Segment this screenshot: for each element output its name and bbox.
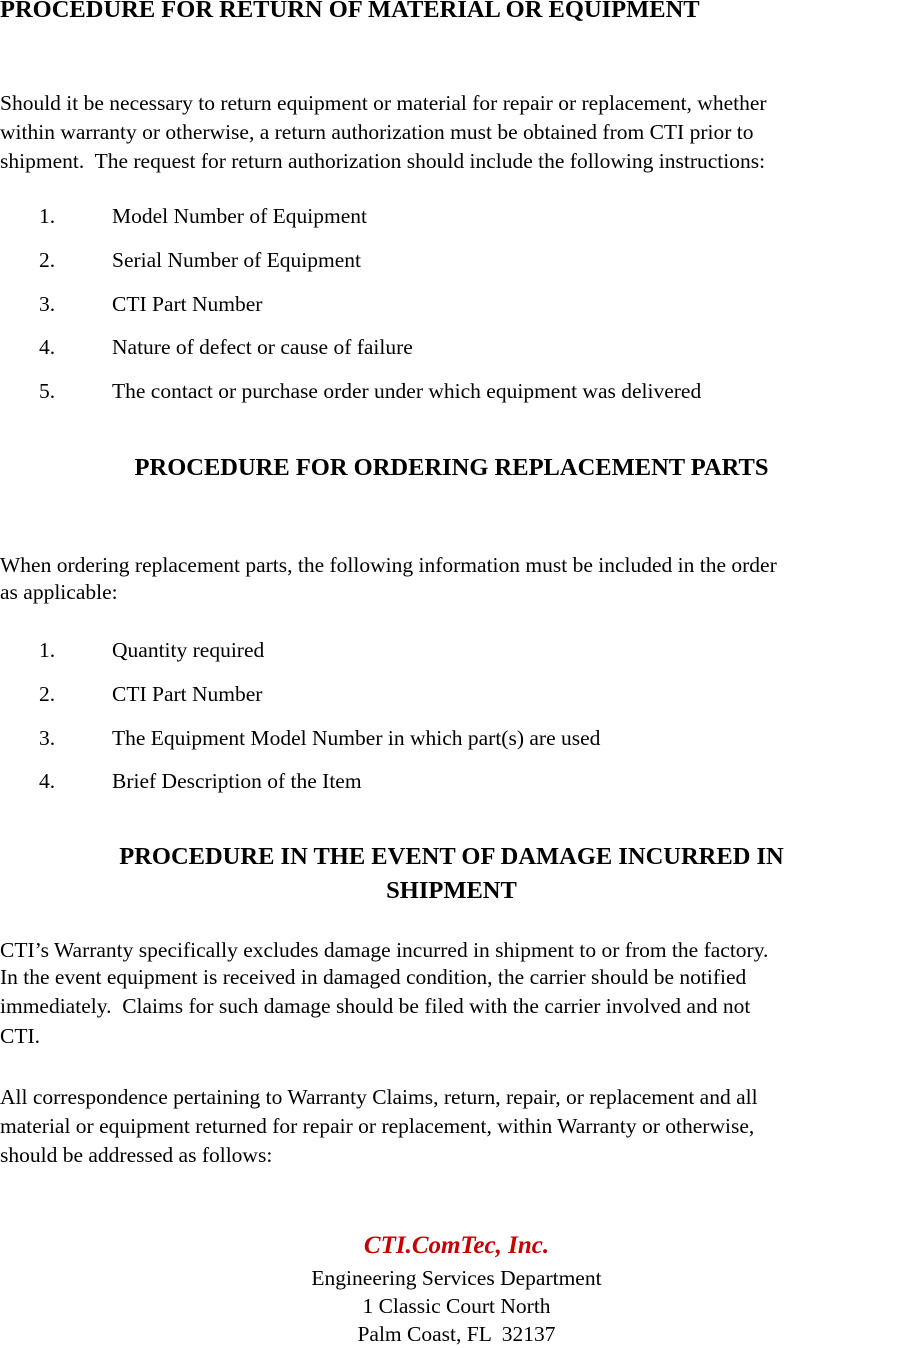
list-item-number: 2. <box>39 681 56 706</box>
list-item-number: 1. <box>39 638 56 662</box>
list-item <box>0 638 600 682</box>
list-item-number: 2. <box>39 247 56 272</box>
return-items-list <box>0 204 701 423</box>
list-item-text: Quantity required <box>112 638 265 662</box>
list-item-text: The contact or purchase order under which equipment was delivered <box>112 379 702 403</box>
damage-paragraph-line: In the event equipment is received in damaged condition, the carrier should be notified <box>0 965 747 989</box>
list-item <box>0 335 701 379</box>
damage-paragraph <box>0 937 903 1051</box>
list-item-text: Model Number of Equipment <box>112 204 367 228</box>
list-item <box>0 292 701 336</box>
list-item <box>0 726 600 770</box>
return-paragraph-line: within warranty or otherwise, a return authorization must be obtained from CTI prior to <box>0 120 754 144</box>
company-name: CTI.ComTec, Inc. <box>363 1232 550 1259</box>
address-block <box>0 1228 903 1348</box>
damage-heading <box>0 840 903 908</box>
return-heading: PROCEDURE FOR RETURN OF MATERIAL OR EQUIPMENT <box>0 0 700 23</box>
list-item-number: 5. <box>39 379 56 403</box>
return-paragraph <box>0 89 903 176</box>
correspondence-paragraph-line: should be addressed as follows: <box>0 1143 273 1167</box>
damage-paragraph-line: CTI’s Warranty specifically excludes damage incurred in shipment to or from the factory. <box>0 938 769 962</box>
list-item <box>0 248 701 292</box>
list-item-number: 1. <box>39 204 56 228</box>
list-item-text: Brief Description of the Item <box>112 769 362 794</box>
correspondence-paragraph <box>0 1083 903 1170</box>
damage-heading-line: PROCEDURE IN THE EVENT OF DAMAGE INCURRED IN <box>119 843 784 870</box>
list-item-number: 3. <box>39 725 56 750</box>
correspondence-paragraph-line: All correspondence pertaining to Warranty Claims, return, repair, or replacement and all <box>0 1085 758 1109</box>
department-line: Engineering Services Department <box>311 1266 602 1290</box>
ordering-items-list <box>0 638 600 811</box>
ordering-paragraph <box>0 551 903 604</box>
ordering-paragraph-line: as applicable: <box>0 580 118 604</box>
list-item-number: 3. <box>39 291 56 316</box>
list-item-text: CTI Part Number <box>112 291 263 316</box>
list-item <box>0 379 701 423</box>
damage-heading-line: SHIPMENT <box>386 877 517 904</box>
damage-paragraph-line: immediately. Claims for such damage should be filed with the carrier involved and not <box>0 994 751 1018</box>
city-line: Palm Coast, FL 32137 <box>357 1322 556 1346</box>
list-item-text: Nature of defect or cause of failure <box>112 335 413 360</box>
list-item-text: Serial Number of Equipment <box>112 247 361 272</box>
list-item <box>0 682 600 726</box>
list-item-text: The Equipment Model Number in which part(s) are used <box>112 725 601 750</box>
damage-paragraph-line: CTI. <box>0 1024 41 1048</box>
ordering-heading: PROCEDURE FOR ORDERING REPLACEMENT PARTS <box>134 454 769 481</box>
return-paragraph-line: Should it be necessary to return equipment or material for repair or replacement, whether <box>0 91 767 115</box>
list-item-text: CTI Part Number <box>112 681 263 706</box>
return-paragraph-line: shipment. The request for return authorization should include the following instructions: <box>0 149 766 173</box>
street-line: 1 Classic Court North <box>362 1294 551 1318</box>
list-item <box>0 204 701 248</box>
list-item <box>0 769 600 811</box>
list-item-number: 4. <box>39 335 56 360</box>
list-item-number: 4. <box>39 769 56 794</box>
ordering-paragraph-line: When ordering replacement parts, the following information must be included in the order <box>0 553 777 577</box>
correspondence-paragraph-line: material or equipment returned for repair or replacement, within Warranty or otherwise, <box>0 1114 755 1138</box>
